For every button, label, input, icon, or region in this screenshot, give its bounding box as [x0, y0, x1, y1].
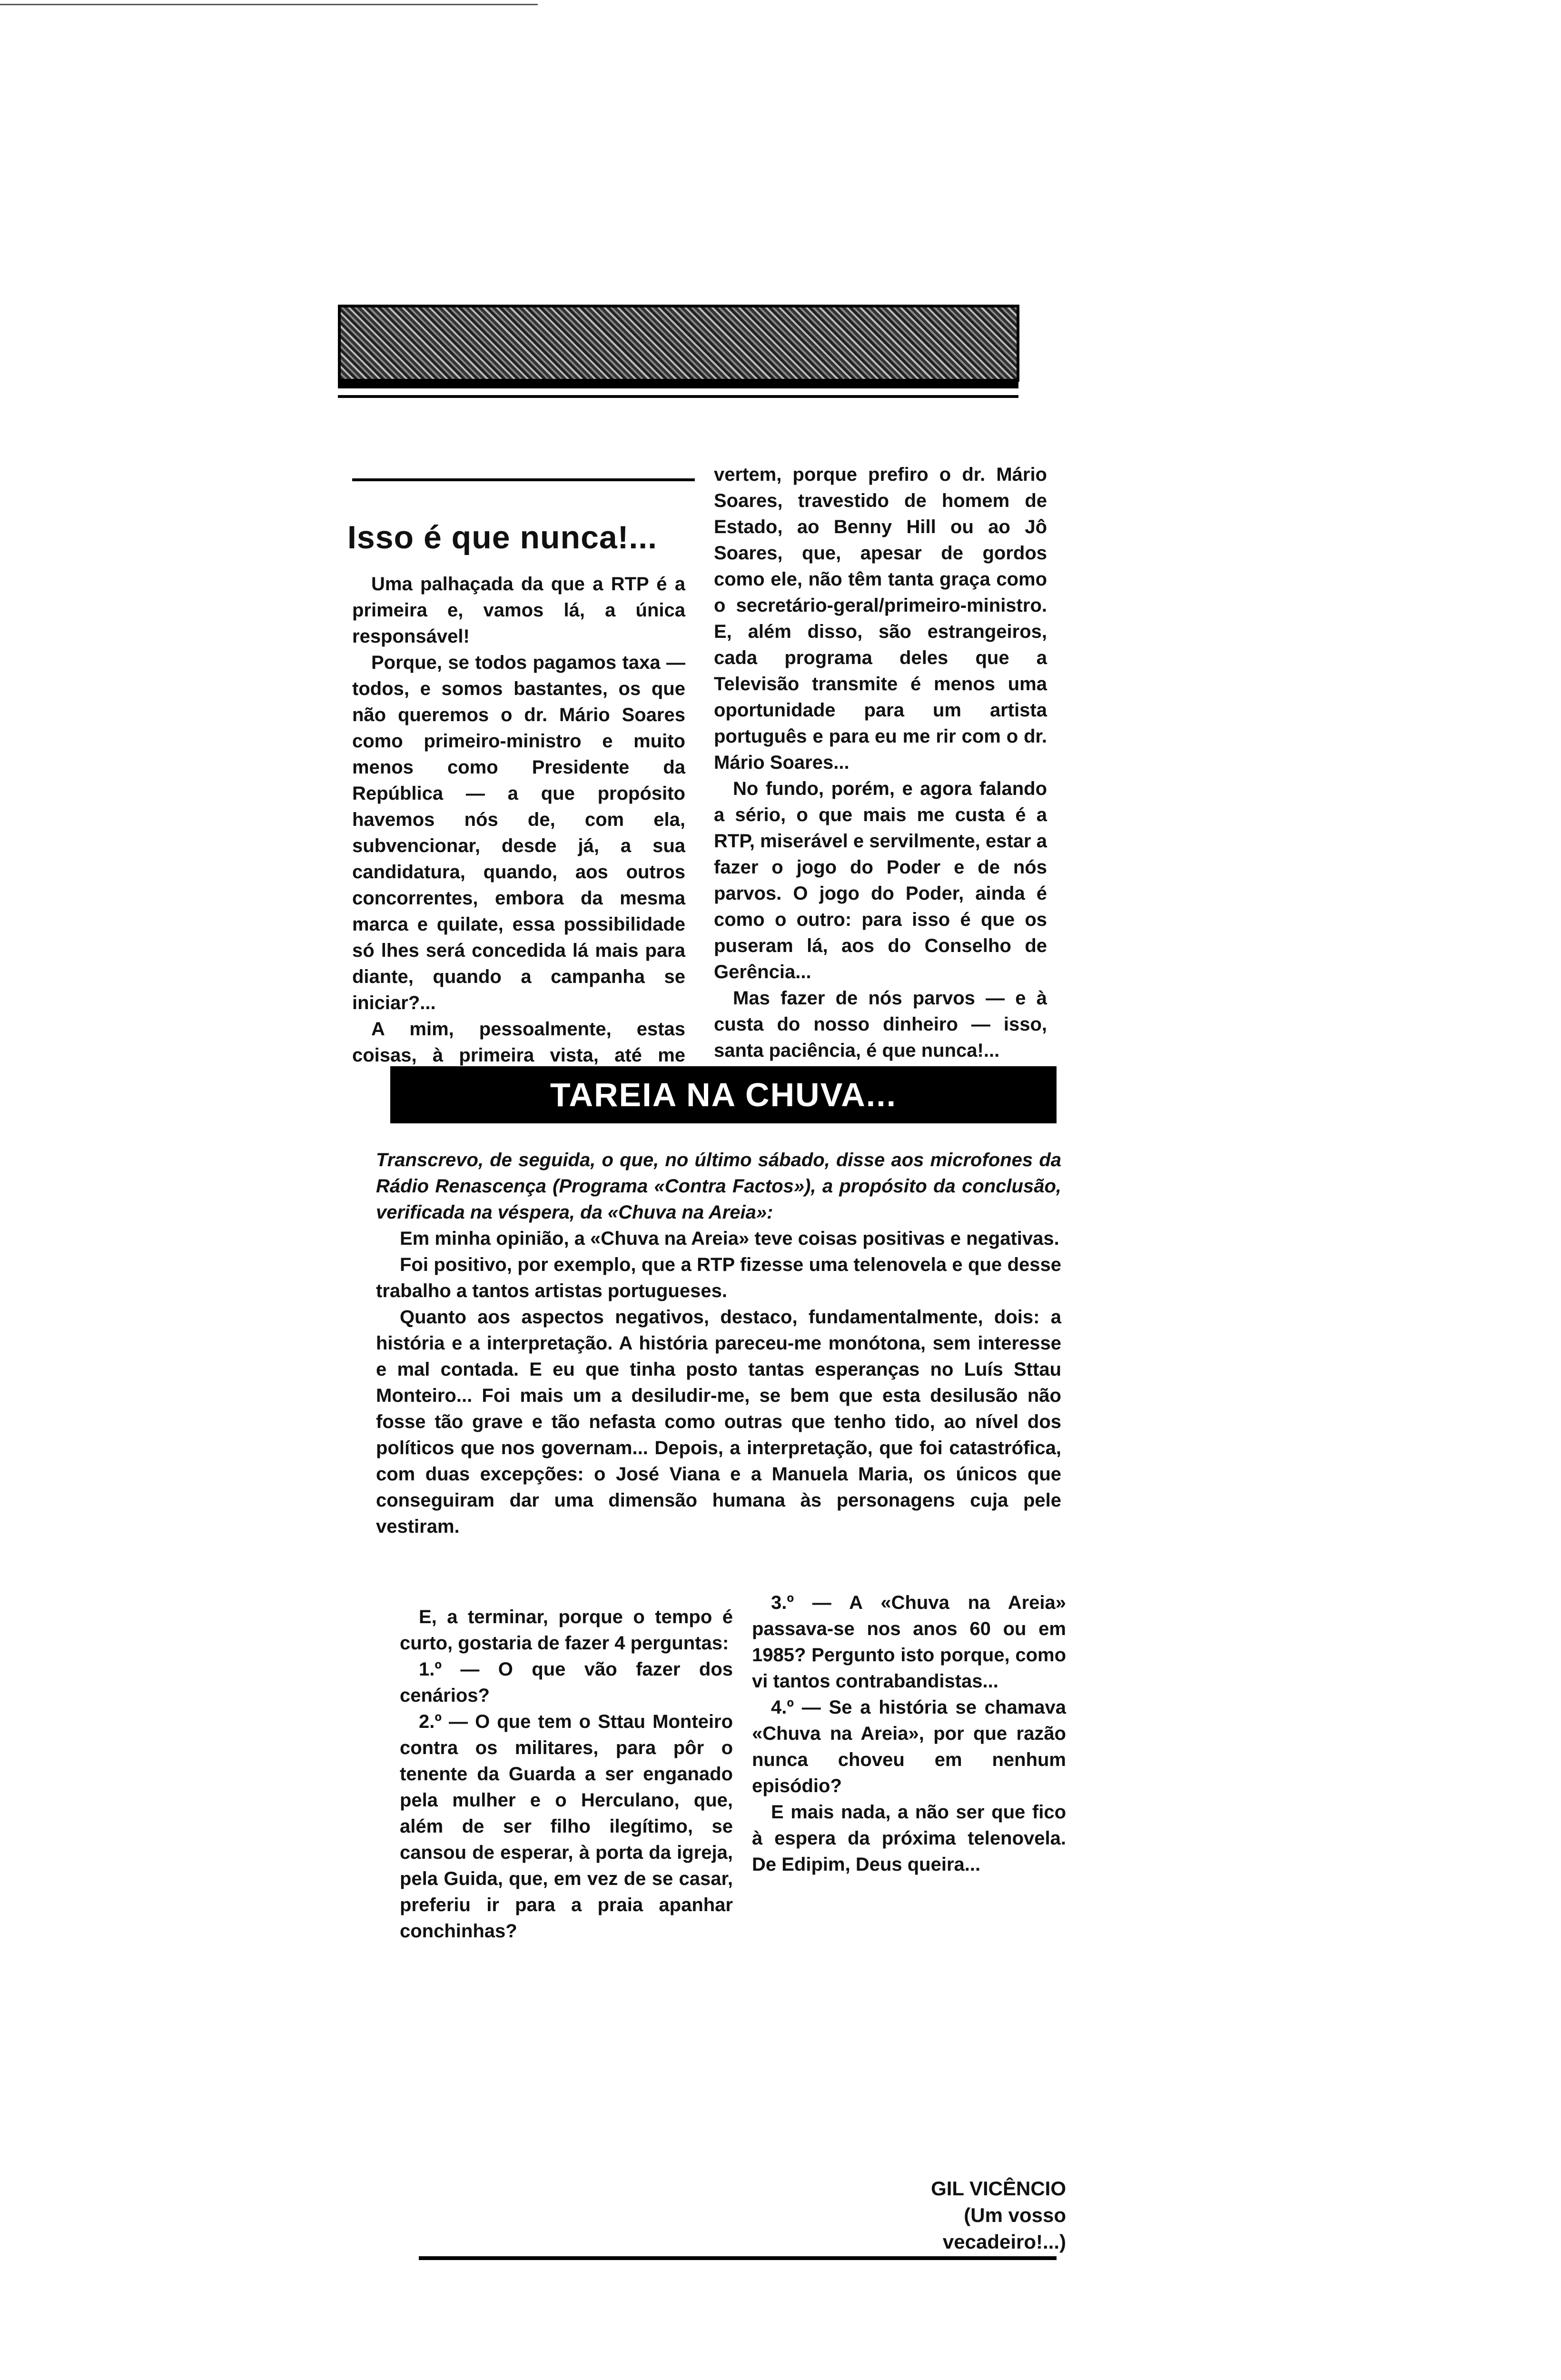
article2-paragraph: 4.º — Se a história se chamava «Chuva na Areia», por que razão nunca choveu em nenhum episódio?: [752, 1697, 1066, 1796]
article2-paragraph: E mais nada, a não ser que fico à espera da próxima telenovela. De Edipim, Deus queira...: [752, 1802, 1066, 1875]
article2-paragraph: 2.º — O que tem o Sttau Monteiro contra os militares, para pôr o tenente da Guarda a ser enganado pela mulher e o Herculano, que, além de ser filho ilegítimo, se cansou de esperar, à porta da igreja, pela Guida, que, em vez de se casar, preferiu ir para a praia apanhar conchinhas?: [400, 1711, 733, 1942]
author-name: GIL VICÊNCIO: [931, 2177, 1066, 2200]
article1-paragraph: Mas fazer de nós parvos — e à custa do nosso dinheiro — isso, santa paciência, é que nunca!...: [714, 988, 1047, 1061]
article1-paragraph: A mim, pessoalmente, estas coisas, à primeira vista, até me: [352, 1019, 685, 1066]
article1-paragraph: Uma palhaçada da que a RTP é a primeira e, vamos lá, a única responsável!: [352, 574, 685, 647]
masthead-rule-thin: [338, 395, 1018, 398]
scan-edge-line: [0, 4, 538, 5]
article1-column-right: [714, 462, 1047, 1064]
article2-paragraph: Quanto aos aspectos negativos, destaco, fundamentalmente, dois: a história e a interpretação. A história pareceu-me monótona, sem interesse e mal contada. E eu que tinha posto tantas esperanças no Luís Sttau Monteiro... Foi mais um a desiludir-me, se bem que esta desilusão não fosse tão grave e tão nefasta como outras que tenho tido, ao nível dos políticos que nos governam... Depois, a interpretação, que foi catastrófica, com duas excepções: o José Viana e a Manuela Maria, os únicos que conseguiram dar uma dimensão humana às personagens cuja pele vestiram.: [376, 1307, 1061, 1537]
article2-signature: [876, 2175, 1066, 2255]
article2-full-width-text: [376, 1147, 1061, 1540]
article2-paragraph: 1.º — O que vão fazer dos cenários?: [400, 1659, 733, 1706]
article2-column-right: [752, 1590, 1066, 1878]
article1-paragraph: vertem, porque prefiro o dr. Mário Soares, travestido de homem de Estado, ao Benny Hill ou ao Jô Soares, que, apesar de gordos como ele, não têm tanta graça como o secretário-geral/primeiro-ministro. E, além disso, são estrangeiros, cada programa deles que a Televisão transmite é menos uma oportunidade para um artista português e para eu me rir com o dr. Mário Soares...: [714, 464, 1047, 773]
article2-paragraph: 3.º — A «Chuva na Areia» passava-se nos anos 60 ou em 1985? Pergunto isto porque, como vi tantos contrabandistas...: [752, 1592, 1066, 1692]
headline-rule: [352, 478, 695, 481]
masthead-rule: [338, 380, 1018, 388]
article2-intro: Transcrevo, de seguida, o que, no último sábado, disse aos microfones da Rádio Renascença (Programa «Contra Factos»), a propósito da conclusão, verificada na véspera, da «Chuva na Areia»:: [376, 1150, 1061, 1223]
article2-paragraph: E, a terminar, porque o tempo é curto, gostaria de fazer 4 perguntas:: [400, 1606, 733, 1654]
author-note: (Um vosso vecadeiro!...): [942, 2204, 1066, 2253]
bottom-rule: [419, 2256, 1057, 2260]
article2-headline-banner: TAREIA NA CHUVA...: [390, 1066, 1057, 1123]
article2-paragraph: Em minha opinião, a «Chuva na Areia» teve coisas positivas e negativas.: [400, 1228, 1059, 1249]
newspaper-clipping: [333, 295, 1066, 2380]
article2-paragraph: Foi positivo, por exemplo, que a RTP fizesse uma telenovela e que desse trabalho a tantos artistas portugueses.: [376, 1254, 1061, 1301]
article1-headline: Isso é que nunca!...: [347, 519, 658, 555]
masthead-halftone-bar: [338, 305, 1019, 382]
article1-paragraph: Porque, se todos pagamos taxa — todos, e somos bastantes, os que não queremos o dr. Mário Soares como primeiro-ministro e muito menos como Presidente da República — a que propósito havemos nós de, com ela, subvencionar, desde já, a sua candidatura, quando, aos outros concorrentes, embora da mesma marca e quilate, essa possibilidade só lhes será concedida lá mais para diante, quando a campanha se iniciar?...: [352, 652, 685, 1013]
article2-column-left: [400, 1604, 733, 1944]
article1-column-left: [352, 571, 685, 1069]
article1-paragraph: No fundo, porém, e agora falando a sério, o que mais me custa é a RTP, miserável e servilmente, estar a fazer o jogo do Poder e de nós parvos. O jogo do Poder, ainda é como o outro: para isso é que os puseram lá, aos do Conselho de Gerência...: [714, 778, 1047, 982]
